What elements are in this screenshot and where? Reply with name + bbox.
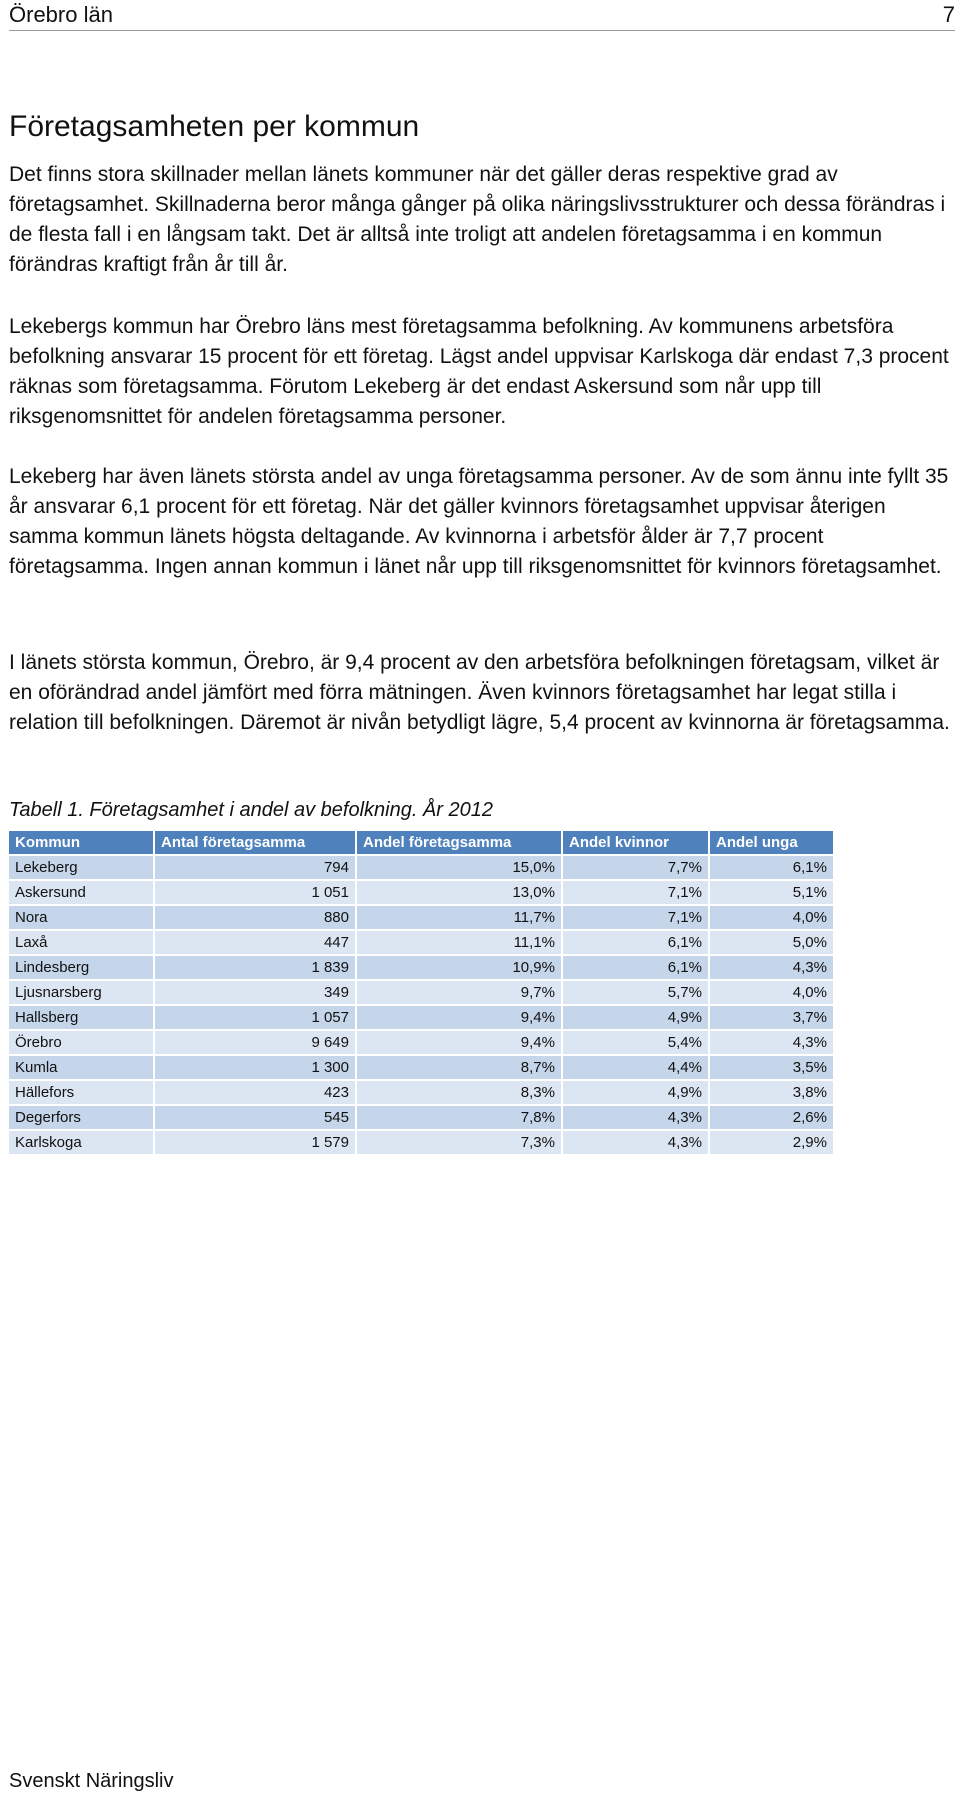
cell-kommun: Lindesberg (9, 956, 153, 979)
cell-unga: 2,6% (710, 1106, 833, 1129)
table-row (9, 1056, 833, 1079)
paragraph-1: Det finns stora skillnader mellan länets kommuner när det gäller deras respektive grad av företagsamhet. Skillnaderna beror många gånger på olika näringslivsstrukturer och dessa förändras i de flesta fall i en långsam takt. Det är alltså inte troligt att andelen företagsamma i en kommun förändras kraftigt från år till år. (9, 163, 946, 276)
enterprise-table (7, 829, 835, 1156)
cell-kommun: Askersund (9, 881, 153, 904)
cell-andel: 9,7% (357, 981, 561, 1004)
cell-andel: 10,9% (357, 956, 561, 979)
section-title: Företagsamheten per kommun (9, 110, 420, 143)
cell-antal: 1 839 (155, 956, 355, 979)
cell-unga: 3,8% (710, 1081, 833, 1104)
table-row (9, 1131, 833, 1154)
cell-andel: 11,7% (357, 906, 561, 929)
cell-kvinnor: 4,9% (563, 1081, 708, 1104)
column-header-unga: Andel unga (710, 831, 833, 854)
cell-kommun: Örebro (9, 1031, 153, 1054)
table-row (9, 1081, 833, 1104)
column-header-andel: Andel företagsamma (357, 831, 561, 854)
cell-antal: 545 (155, 1106, 355, 1129)
cell-antal: 794 (155, 856, 355, 879)
cell-unga: 4,0% (710, 906, 833, 929)
cell-kvinnor: 7,1% (563, 906, 708, 929)
cell-kvinnor: 4,3% (563, 1106, 708, 1129)
cell-unga: 5,1% (710, 881, 833, 904)
table-row (9, 1006, 833, 1029)
cell-kvinnor: 4,3% (563, 1131, 708, 1154)
page-header (9, 2, 955, 31)
cell-andel: 9,4% (357, 1006, 561, 1029)
cell-antal: 349 (155, 981, 355, 1004)
cell-kommun: Ljusnarsberg (9, 981, 153, 1004)
cell-kommun: Hallsberg (9, 1006, 153, 1029)
cell-antal: 447 (155, 931, 355, 954)
cell-andel: 8,3% (357, 1081, 561, 1104)
page-footer: Svenskt Näringsliv (9, 1770, 174, 1792)
table-row (9, 956, 833, 979)
table-row (9, 906, 833, 929)
cell-andel: 15,0% (357, 856, 561, 879)
cell-kvinnor: 5,4% (563, 1031, 708, 1054)
table-row (9, 1106, 833, 1129)
cell-antal: 1 300 (155, 1056, 355, 1079)
column-header-kvinnor: Andel kvinnor (563, 831, 708, 854)
cell-kvinnor: 6,1% (563, 956, 708, 979)
page-number: 7 (942, 2, 955, 27)
cell-kvinnor: 4,9% (563, 1006, 708, 1029)
cell-kommun: Degerfors (9, 1106, 153, 1129)
column-header-kommun: Kommun (9, 831, 153, 854)
cell-unga: 4,3% (710, 956, 833, 979)
cell-kvinnor: 5,7% (563, 981, 708, 1004)
cell-kommun: Hällefors (9, 1081, 153, 1104)
cell-andel: 11,1% (357, 931, 561, 954)
paragraph-4: I länets största kommun, Örebro, är 9,4 procent av den arbetsföra befolkningen företagsam, vilket är en oförändrad andel jämfört med förra mätningen. Även kvinnors företagsamhet har legat stilla i relation till befolkningen. Däremot är nivån betydligt lägre, 5,4 procent av kvinnorna är företagsamma. (9, 651, 950, 734)
paragraph-3: Lekeberg har även länets största andel av unga företagsamma personer. Av de som ännu inte fyllt 35 år ansvarar 6,1 procent för ett företag. När det gäller kvinnors företagsamhet uppvisar återigen samma kommun länets högsta deltagande. Av kvinnorna i arbetsför ålder är 7,7 procent företagsamma. Ingen annan kommun i länet når upp till riksgenomsnittet för kvinnors företagsamhet. (9, 465, 949, 578)
table-row (9, 1031, 833, 1054)
cell-andel: 7,8% (357, 1106, 561, 1129)
cell-andel: 8,7% (357, 1056, 561, 1079)
cell-kvinnor: 7,1% (563, 881, 708, 904)
cell-kvinnor: 4,4% (563, 1056, 708, 1079)
table-header-row (9, 831, 833, 854)
cell-antal: 1 579 (155, 1131, 355, 1154)
cell-unga: 3,7% (710, 1006, 833, 1029)
table-row (9, 931, 833, 954)
column-header-antal: Antal företagsamma (155, 831, 355, 854)
cell-antal: 9 649 (155, 1031, 355, 1054)
table-row (9, 856, 833, 879)
cell-antal: 1 051 (155, 881, 355, 904)
cell-andel: 7,3% (357, 1131, 561, 1154)
cell-kommun: Laxå (9, 931, 153, 954)
cell-kvinnor: 7,7% (563, 856, 708, 879)
cell-andel: 9,4% (357, 1031, 561, 1054)
cell-kommun: Nora (9, 906, 153, 929)
paragraph-2: Lekebergs kommun har Örebro läns mest företagsamma befolkning. Av kommunens arbetsföra befolkning ansvarar 15 procent för ett företag. Lägst andel uppvisar Karlskoga där endast 7,3 procent räknas som företagsamma. Förutom Lekeberg är det endast Askersund som når upp till riksgenomsnittet för andelen företagsamma personer. (9, 315, 949, 428)
table-row (9, 881, 833, 904)
cell-antal: 423 (155, 1081, 355, 1104)
cell-unga: 6,1% (710, 856, 833, 879)
cell-unga: 4,0% (710, 981, 833, 1004)
cell-unga: 2,9% (710, 1131, 833, 1154)
cell-unga: 5,0% (710, 931, 833, 954)
table-caption: Tabell 1. Företagsamhet i andel av befolkning. År 2012 (9, 799, 494, 821)
header-region: Örebro län (9, 2, 113, 27)
cell-unga: 3,5% (710, 1056, 833, 1079)
table-row (9, 981, 833, 1004)
cell-unga: 4,3% (710, 1031, 833, 1054)
table-body (9, 856, 833, 1154)
cell-antal: 1 057 (155, 1006, 355, 1029)
cell-antal: 880 (155, 906, 355, 929)
cell-kommun: Kumla (9, 1056, 153, 1079)
cell-kvinnor: 6,1% (563, 931, 708, 954)
cell-kommun: Karlskoga (9, 1131, 153, 1154)
cell-andel: 13,0% (357, 881, 561, 904)
cell-kommun: Lekeberg (9, 856, 153, 879)
